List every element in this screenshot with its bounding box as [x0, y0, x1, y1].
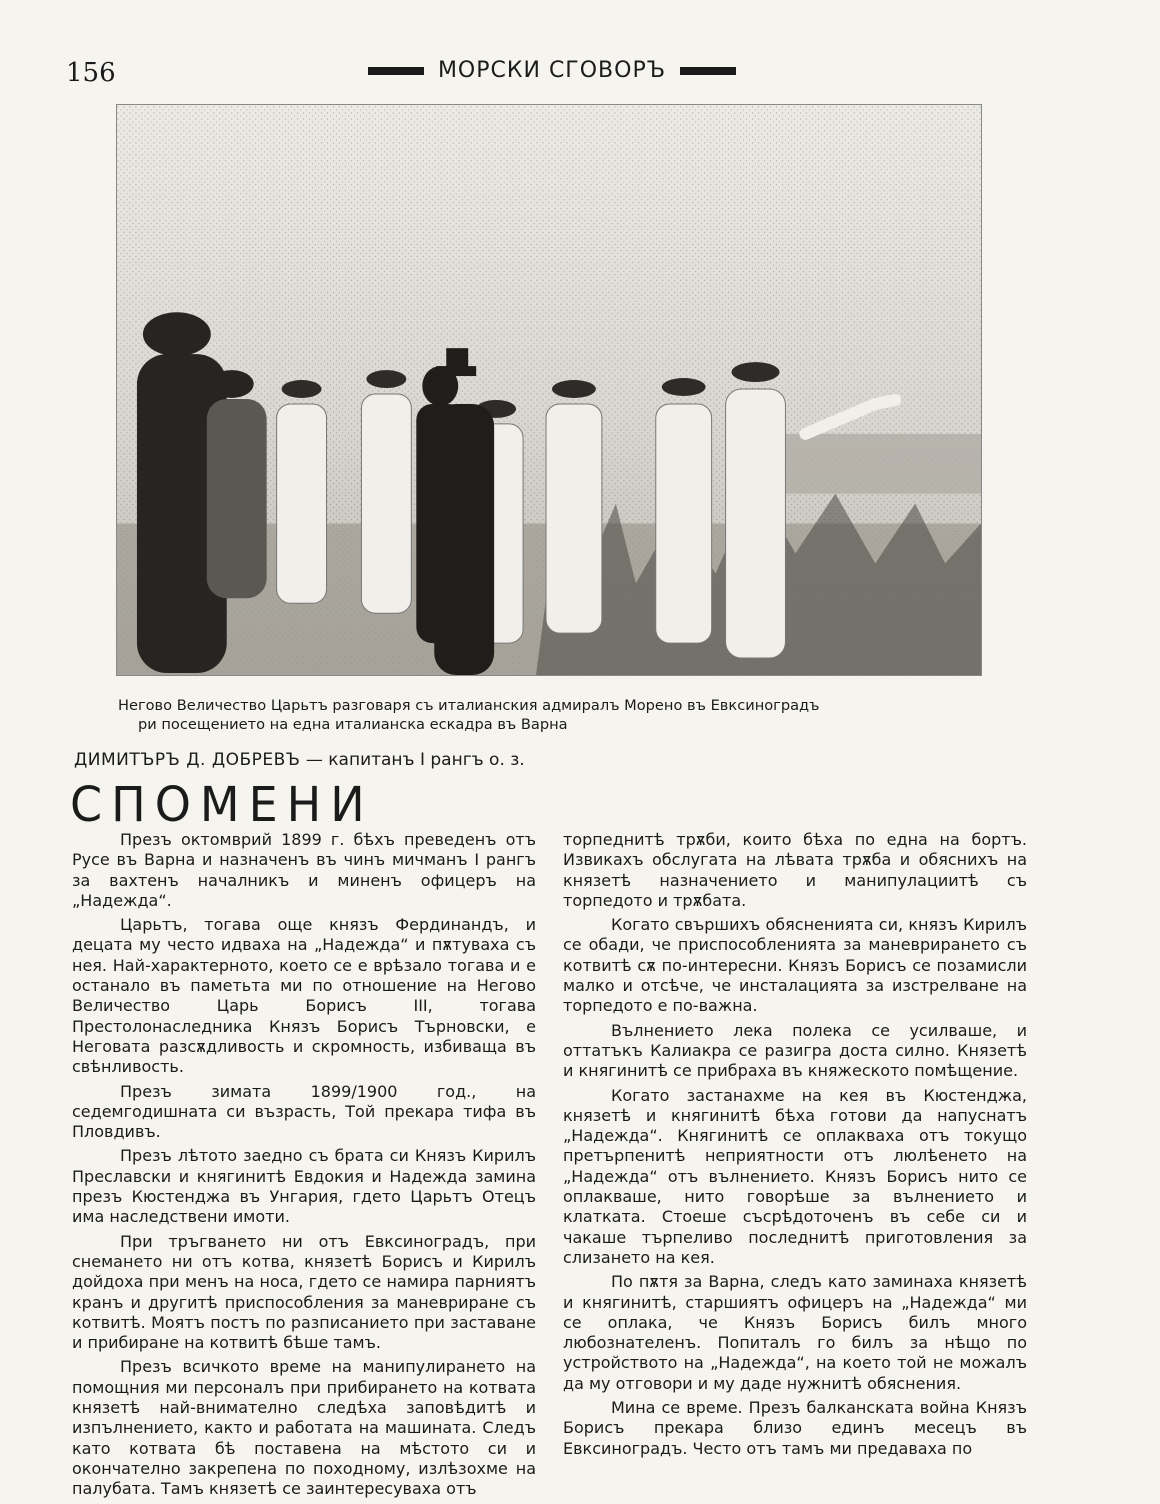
caption-line: ри посещението на една италианска ескадра въ Варна: [138, 716, 568, 733]
author-name: ДИМИТЪРЪ Д. ДОБРЕВЪ: [74, 750, 301, 770]
text-column-right: [563, 830, 1027, 1463]
paragraph: При тръгването ни отъ Евксиноградъ, при снемането ни отъ котва, князетѣ Борисъ и Кирилъ дойдоха при менъ на носа, гдето се намира парниятъ кранъ и другитѣ приспособления за маневриране съ котвитѣ. Моятъ постъ по разписанието при заставане и прибиране на котвитѣ бѣше тамъ.: [72, 1231, 536, 1353]
paragraph: Презъ зимата 1899/1900 год., на седемгодишната си възрасть, Той прекара тифа въ Пловдивъ.: [72, 1081, 536, 1142]
photograph: [116, 104, 982, 676]
journal-title: МОРСКИ СГОВОРЪ: [437, 58, 667, 83]
header-rule-right: [680, 67, 736, 75]
caption-line: Негово Величество Царьтъ разговаря съ италианския адмиралъ Морено въ Евксиноградъ: [118, 697, 820, 714]
photo-illustration: [117, 105, 981, 675]
paragraph: Когато застанахме на кея въ Кюстенджа, князетѣ и княгинитѣ бѣха готови да напуснатъ „Надежда“. Княгинитѣ се оплакваха отъ токущо претърпенитѣ неприятности отъ люлѣенето на „Надежда“ отъ вълнението. Князъ Борисъ нито се оплакваше, нито говорѣше за вълнението и клатката. Стоеше съсрѣдоточенъ въ себе си и чакаше търпеливо последнитѣ приготовления за слизането на кея.: [563, 1085, 1027, 1267]
paragraph: Презъ лѣтото заедно съ брата си Князъ Кирилъ Преславски и княгинитѣ Евдокия и Надежда замина презъ Кюстенджа въ Унгария, гдето Царьтъ Отецъ има наследствени имоти.: [72, 1146, 536, 1227]
paragraph: Мина се време. Презъ балканската война Князъ Борисъ прекара близо единъ месецъ въ Евксиноградъ. Често отъ тамъ ми предаваха по: [563, 1398, 1027, 1458]
header-rule-left: [368, 67, 424, 75]
paragraph: Вълнението лека полека се усилваше, и оттатъкъ Калиакра се разигра доста силно. Князетѣ и княгинитѣ се прибраха въ княжеското помѣщение.: [563, 1020, 1027, 1081]
paragraph: Царьтъ, тогава още князъ Фердинандъ, и децата му често идваха на „Надежда“ и пѫтуваха съ нея. Най-характерното, което се е врѣзало тогава и е останало въ паметьта ми по отношение на Негово Величество Царь Борисъ III, тогава Престолонаследника Князъ Борисъ Търновски, е Неговата разсѫдливость и скромность, избиваща въ свѣнливость.: [72, 915, 536, 1077]
article-title: СПОМЕНИ: [70, 775, 374, 833]
paragraph: Презъ октомврий 1899 г. бѣхъ преведенъ отъ Русе въ Варна и назначенъ въ чинъ мичманъ I рангъ за вахтенъ началникъ и миненъ офицеръ на „Надежда“.: [72, 830, 536, 910]
paragraph: Когато свършихъ обясненията си, князъ Кирилъ се обади, че приспособленията за маневрирането съ котвитѣ сѫ по-интересни. Князъ Борисъ се позамисли малко и отсѣче, че инсталацията за изстрелване на торпедото е по-важна.: [563, 915, 1027, 1016]
text-column-left: [72, 830, 536, 1504]
paragraph: торпеднитѣ трѫби, които бѣха по една на бортъ. Извикахъ обслугата на лѣвата трѫба и обяснихъ на князетѣ назначението и манипулациитѣ съ торпедото и трѫбата.: [563, 830, 1027, 910]
paragraph: По пѫтя за Варна, следъ като заминаха князетѣ и княгинитѣ, старшиятъ офицеръ на „Надежда“ ми се оплака, че Князъ Борисъ билъ много любознателенъ. Попиталъ го билъ за нѣщо по устройството на „Надежда“, на което той не можалъ да му отговори и му даде нужнитѣ обяснения.: [563, 1272, 1027, 1393]
byline-dash: —: [305, 750, 323, 770]
running-header: [368, 58, 736, 83]
page-number: 156: [66, 58, 116, 88]
article-byline: [74, 750, 525, 770]
photo-caption: [118, 696, 998, 734]
author-rank: капитанъ I рангъ о. з.: [328, 750, 525, 770]
paragraph: Презъ всичкото време на манипулирането на помощния ми персоналъ при прибирането на котвата князетѣ най-внимателно следѣха заповѣдитѣ и изпълнението, както и работата на машината. Следъ като котвата бѣ поставена на мѣстото си и окончателно закрепена по походному, излѣзохме на палубата. Тамъ князетѣ се заинтересуваха отъ: [72, 1357, 536, 1499]
